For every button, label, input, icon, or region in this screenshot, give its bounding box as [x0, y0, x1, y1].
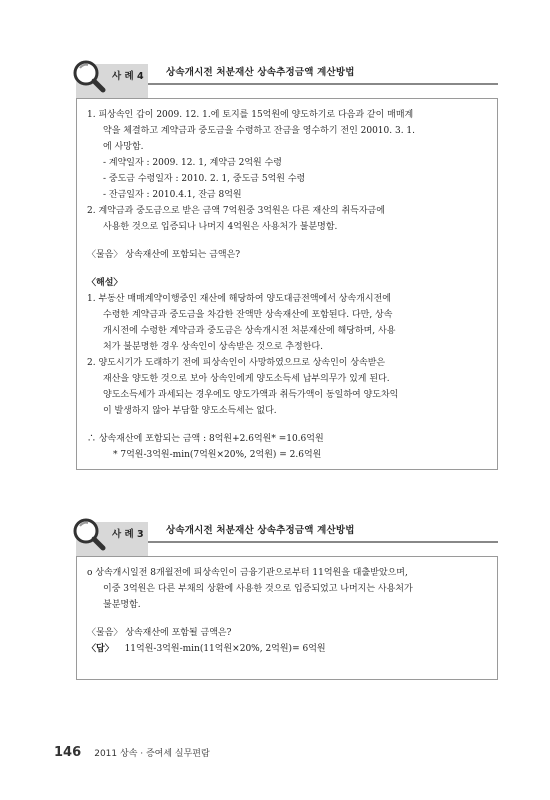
case-3-tag: 사 례 3 [112, 529, 144, 540]
explanation-line: 양도소득세가 과세되는 경우에도 양도가액과 취득가액이 동일하여 양도차익 [103, 390, 399, 400]
case-4-tag: 사 례 4 [112, 71, 144, 82]
case-4-header [76, 52, 498, 98]
fact-line: 2. 계약금과 중도금으로 받은 금액 7억원중 3억원은 다른 재산의 취득자금에 [87, 206, 385, 216]
fact-line: o 상속개시일전 8개월전에 피상속인이 금융기관으로부터 11억원을 대출받았으며, [87, 568, 408, 578]
case-4-body [76, 98, 498, 470]
fact-line: 불분명함. [103, 600, 141, 610]
answer: 11억원-3억원-min(11억원×20%, 2억원)= 6억원 [124, 644, 326, 654]
case-3-title: 상속개시전 처분재산 상속추정금액 계산방법 [166, 525, 355, 536]
case-4-title-rule [148, 83, 498, 85]
footer-title: 2011 상속 · 증여세 실무편람 [94, 749, 210, 759]
case-4-title: 상속개시전 처분재산 상속추정금액 계산방법 [166, 67, 355, 78]
conclusion: ∴ 상속재산에 포함되는 금액 : 8억원+2.6억원* =10.6억원 [87, 434, 324, 444]
case-4-section [76, 52, 498, 470]
answer-label: 〈답〉 [87, 644, 114, 654]
explanation-line: 수령한 계약금과 중도금을 차감한 잔액만 상속재산에 포함된다. 다만, 상속 [103, 310, 393, 320]
magnifier-icon [68, 514, 110, 554]
fact-line: - 계약일자 : 2009. 12. 1, 계약금 2억원 수령 [103, 158, 282, 168]
fact-line: - 중도금 수령일자 : 2010. 2. 1, 중도금 5억원 수령 [103, 174, 306, 184]
page-number: 146 [54, 745, 82, 760]
magnifier-icon [68, 56, 110, 96]
explanation-line: 개시전에 수령한 계약금과 중도금은 상속개시전 처분재산에 해당하며, 사용 [103, 326, 396, 336]
explanation-line: 2. 양도시기가 도래하기 전에 피상속인이 사망하였으므로 상속인이 상속받은 [87, 358, 386, 368]
question: 〈물음〉 상속재산에 포함될 금액은? [87, 628, 232, 638]
question: 〈물음〉 상속재산에 포함되는 금액은? [87, 250, 241, 260]
page-footer [54, 741, 210, 760]
fact-line: 약을 체결하고 계약금과 중도금을 수령하고 잔금을 영수하기 전인 20010. 3. 1. [103, 126, 416, 136]
fact-line: 1. 피상속인 갑이 2009. 12. 1.에 토지를 15억원에 양도하기로 다음과 같이 매매계 [87, 110, 414, 120]
explanation-heading: 〈해설〉 [87, 278, 123, 288]
fact-line: 사용한 것으로 입증되나 나머지 4억원은 사용처가 불분명함. [103, 222, 338, 232]
case-3-header [76, 510, 498, 556]
explanation-line: 재산을 양도한 것으로 보아 상속인에게 양도소득세 납부의무가 있게 된다. [103, 374, 390, 384]
fact-line: - 잔금일자 : 2010.4.1, 잔금 8억원 [103, 190, 242, 200]
fact-line: 에 사망함. [103, 142, 144, 152]
footnote: * 7억원-3억원-min(7억원×20%, 2억원) = 2.6억원 [113, 450, 322, 460]
explanation-line: 처가 불분명한 경우 상속인이 상속받은 것으로 추정한다. [103, 342, 323, 352]
fact-line: 이중 3억원은 다른 부채의 상환에 사용한 것으로 입증되었고 나머지는 사용처가 [103, 584, 413, 594]
explanation-line: 이 발생하지 않아 부담할 양도소득세는 없다. [103, 406, 277, 416]
case-3-body [76, 556, 498, 680]
case-3-title-rule [148, 541, 498, 543]
case-3-section [76, 510, 498, 680]
explanation-line: 1. 부동산 매매계약이행중인 재산에 해당하여 양도대금전액에서 상속개시전에 [87, 294, 391, 304]
